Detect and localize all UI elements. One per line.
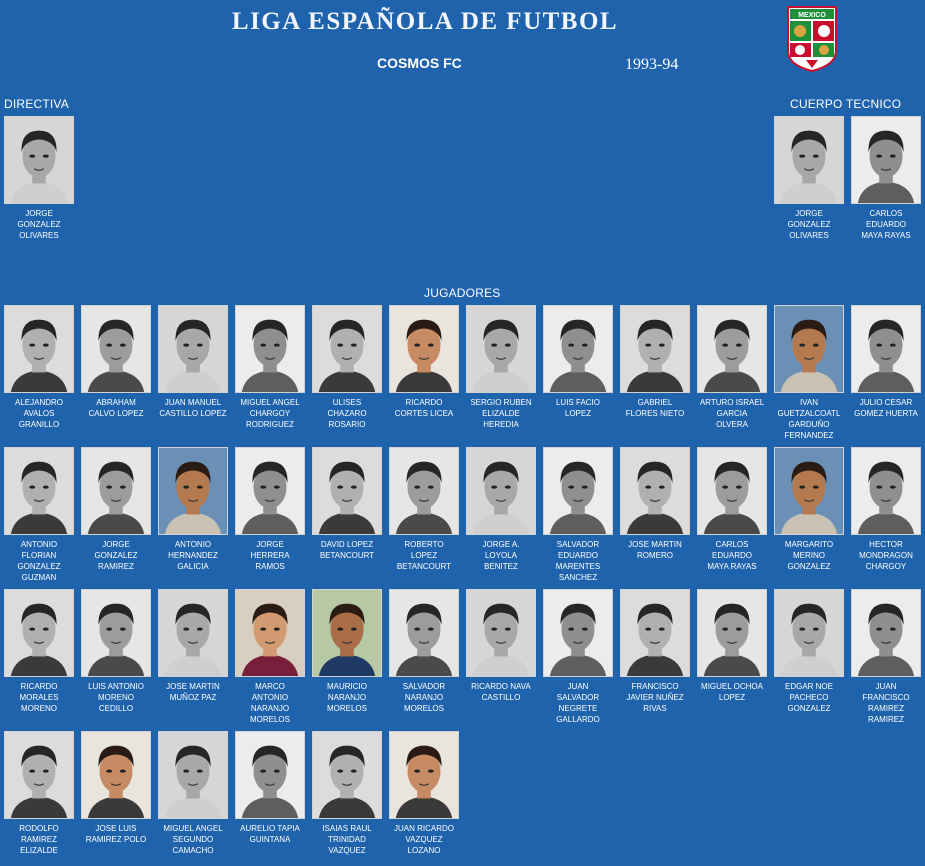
name-line: LOPEZ [718, 693, 746, 702]
mexico-crest-logo [786, 5, 838, 73]
name-line: ISAIAS RAUL [322, 824, 372, 833]
name-line: MORENO [98, 693, 134, 702]
name-line: ROMERO [637, 551, 673, 560]
name-line: TRINIDAD [328, 835, 366, 844]
name-line: ROBERTO [404, 540, 444, 549]
person-name [770, 208, 848, 241]
portrait-photo [158, 589, 228, 677]
person-name [231, 823, 309, 845]
person-name [847, 681, 925, 725]
person-name [385, 823, 463, 856]
name-line: ABRAHAM [96, 398, 136, 407]
name-line: JUAN MANUEL [164, 398, 222, 407]
name-line: SANCHEZ [558, 573, 598, 582]
name-line: ELIZALDE [482, 409, 520, 418]
name-line: ULISES [332, 398, 362, 407]
name-line: CHAZARO [327, 409, 367, 418]
player-card [4, 589, 76, 714]
player-card [774, 447, 846, 572]
portrait-photo [620, 447, 690, 535]
name-line: JORGE [795, 209, 823, 218]
name-line: JUAN [567, 682, 589, 691]
name-line: RAMIREZ [98, 562, 134, 571]
portrait-photo [851, 589, 921, 677]
player-card [543, 447, 615, 583]
name-line: CEDILLO [98, 704, 134, 713]
name-line: ANTONIO [251, 693, 289, 702]
name-line: SALVADOR [556, 540, 600, 549]
name-line: GONZALEZ [17, 562, 61, 571]
portrait-photo [774, 305, 844, 393]
name-line: MORELOS [249, 715, 290, 724]
name-line: FRANCISCO [862, 693, 910, 702]
person-name [231, 539, 309, 572]
name-line: MORELOS [403, 704, 444, 713]
name-line: FLORES NIETO [625, 409, 685, 418]
name-line: JORGE A. [482, 540, 520, 549]
name-line: RICARDO NAVA [471, 682, 531, 691]
player-card [81, 589, 153, 714]
player-card [4, 731, 76, 856]
section-label-jugadores: JUGADORES [424, 286, 501, 300]
person-name [616, 397, 694, 419]
name-line: JOSE LUIS [95, 824, 137, 833]
name-line: CASTILLO LOPEZ [159, 409, 227, 418]
name-line: SEGUNDO [172, 835, 214, 844]
person-name [616, 681, 694, 714]
name-line: CHARGOY [865, 562, 907, 571]
name-line: LUIS ANTONIO [88, 682, 144, 691]
player-card [774, 589, 846, 714]
name-line: GRANILLO [18, 420, 60, 429]
name-line: JOSE MARTIN [628, 540, 682, 549]
name-line: GUZMAN [21, 573, 57, 582]
section-label-directiva: DIRECTIVA [4, 97, 69, 111]
person-name [77, 397, 155, 419]
name-line: MIGUEL OCHOA [701, 682, 763, 691]
person-name [0, 208, 78, 241]
player-card [620, 447, 692, 561]
name-line: EDUARDO [557, 551, 598, 560]
person-name [770, 397, 848, 441]
name-line: MERINO [793, 551, 825, 560]
name-line: OLIVARES [789, 231, 829, 240]
name-line: GABRIEL [637, 398, 673, 407]
portrait-photo [389, 731, 459, 819]
page-title: LIGA ESPAÑOLA DE FUTBOL [231, 8, 619, 35]
portrait-photo [312, 305, 382, 393]
name-line: RODRIGUEZ [246, 420, 294, 429]
directiva-card [4, 116, 76, 241]
player-card [851, 305, 923, 419]
name-line: CHARGOY [249, 409, 291, 418]
player-card [466, 447, 538, 572]
person-name [0, 397, 78, 430]
name-line: VAZQUEZ [405, 835, 443, 844]
name-line: CARLOS [869, 209, 903, 218]
person-name [308, 397, 386, 430]
player-card [543, 589, 615, 725]
portrait-photo [235, 589, 305, 677]
portrait-photo [466, 305, 536, 393]
player-card [466, 305, 538, 430]
name-line: GONZALEZ [17, 220, 61, 229]
name-line: LOZANO [407, 846, 441, 855]
person-name [154, 397, 232, 419]
name-line: GALICIA [177, 562, 209, 571]
person-name [693, 397, 771, 430]
portrait-photo [543, 589, 613, 677]
portrait-photo [466, 589, 536, 677]
player-card [81, 305, 153, 419]
name-line: NARANJO [250, 704, 290, 713]
name-line: JORGE [102, 540, 130, 549]
name-line: PACHECO [789, 693, 829, 702]
portrait-photo [389, 305, 459, 393]
player-card [235, 447, 307, 572]
name-line: IVAN [799, 398, 819, 407]
name-line: RAMIREZ [868, 704, 904, 713]
portrait-photo [158, 731, 228, 819]
name-line: HERNANDEZ [168, 551, 218, 560]
person-name [539, 397, 617, 419]
name-line: AVALOS [23, 409, 55, 418]
player-card [851, 589, 923, 725]
name-line: JUAN RICARDO [393, 824, 454, 833]
name-line: CALVO LOPEZ [88, 409, 144, 418]
name-line: ALEJANDRO [14, 398, 63, 407]
portrait-photo [543, 305, 613, 393]
portrait-photo [389, 589, 459, 677]
name-line: ROSARIO [328, 420, 366, 429]
person-name [154, 823, 232, 856]
name-line: CAMACHO [172, 846, 214, 855]
portrait-photo [4, 305, 74, 393]
player-card [4, 305, 76, 430]
portrait-photo [851, 116, 921, 204]
person-name [462, 397, 540, 430]
portrait-photo [774, 116, 844, 204]
portrait-photo [4, 447, 74, 535]
person-name [308, 681, 386, 714]
name-line: GUETZALCOATL [777, 409, 841, 418]
name-line: EDUARDO [865, 220, 906, 229]
player-card [697, 589, 769, 703]
name-line: MARENTES [555, 562, 601, 571]
portrait-photo [4, 116, 74, 204]
name-line: EDUARDO [711, 551, 752, 560]
portrait-photo [466, 447, 536, 535]
portrait-photo [81, 447, 151, 535]
name-line: GONZALEZ [94, 551, 138, 560]
name-line: AURELIO TAPIA [240, 824, 300, 833]
name-line: CASTILLO [481, 693, 521, 702]
name-line: GOMEZ HUERTA [854, 409, 918, 418]
player-card [774, 305, 846, 441]
portrait-photo [697, 589, 767, 677]
name-line: HEREDIA [483, 420, 519, 429]
name-line: ARTURO ISRAEL [699, 398, 765, 407]
name-line: GARCIA [716, 409, 748, 418]
name-line: RAMIREZ [868, 715, 904, 724]
name-line: RICARDO [20, 682, 58, 691]
portrait-photo [4, 589, 74, 677]
name-line: JULIO CESAR [859, 398, 913, 407]
portrait-photo [543, 447, 613, 535]
name-line: MORELOS [326, 704, 367, 713]
portrait-photo [620, 305, 690, 393]
name-line: GONZALEZ [787, 704, 831, 713]
person-name [77, 823, 155, 845]
person-name [770, 681, 848, 714]
name-line: MIGUEL ANGEL [240, 398, 300, 407]
name-line: CARLOS [715, 540, 749, 549]
person-name [0, 823, 78, 856]
portrait-photo [620, 589, 690, 677]
name-line: MUÑOZ PAZ [169, 693, 217, 702]
portrait-photo [81, 589, 151, 677]
portrait-photo [312, 589, 382, 677]
player-card [158, 731, 230, 856]
name-line: LOPEZ [564, 409, 592, 418]
name-line: RODOLFO [19, 824, 59, 833]
name-line: MORENO [21, 704, 57, 713]
player-card [312, 731, 384, 856]
person-name [0, 539, 78, 583]
player-card [466, 589, 538, 703]
person-name [539, 539, 617, 583]
player-card [4, 447, 76, 583]
name-line: OLIVARES [19, 231, 59, 240]
name-line: RAMIREZ [21, 835, 57, 844]
name-line: HECTOR [869, 540, 903, 549]
person-name [693, 681, 771, 703]
portrait-photo [158, 305, 228, 393]
name-line: LUIS FACIO [555, 398, 600, 407]
name-line: DAVID LOPEZ [320, 540, 374, 549]
player-card [620, 589, 692, 714]
player-card [389, 305, 461, 419]
player-card [158, 589, 230, 703]
name-line: MORALES [19, 693, 59, 702]
player-card [81, 731, 153, 845]
cuerpo-tecnico-card [774, 116, 846, 241]
name-line: VAZQUEZ [328, 846, 366, 855]
name-line: RIVAS [643, 704, 667, 713]
player-card [543, 305, 615, 419]
player-card [235, 589, 307, 725]
portrait-photo [235, 305, 305, 393]
name-line: GUINTANA [249, 835, 291, 844]
person-name [847, 208, 925, 241]
portrait-photo [697, 305, 767, 393]
name-line: NARANJO [327, 693, 367, 702]
person-name [231, 397, 309, 430]
name-line: SERGIO RUBEN [470, 398, 532, 407]
name-line: FRANCISCO [631, 682, 679, 691]
player-card [312, 447, 384, 561]
name-line: JAVIER NUÑEZ [626, 693, 684, 702]
name-line: JUAN [875, 682, 897, 691]
player-card [235, 305, 307, 430]
person-name [847, 397, 925, 419]
portrait-photo [235, 447, 305, 535]
name-line: JORGE [25, 209, 53, 218]
person-name [539, 681, 617, 725]
name-line: MARGARITO [784, 540, 834, 549]
crest-text: MEXICO [798, 12, 826, 19]
person-name [231, 681, 309, 725]
name-line: SALVADOR [402, 682, 446, 691]
name-line: LOPEZ [410, 551, 438, 560]
name-line: GONZALEZ [787, 220, 831, 229]
player-card [158, 305, 230, 419]
person-name [385, 397, 463, 419]
name-line: GONZALEZ [787, 562, 831, 571]
name-line: GALLARDO [556, 715, 600, 724]
portrait-photo [81, 305, 151, 393]
portrait-photo [235, 731, 305, 819]
name-line: FLORIAN [21, 551, 57, 560]
portrait-photo [697, 447, 767, 535]
portrait-photo [312, 731, 382, 819]
person-name [77, 681, 155, 714]
player-card [312, 305, 384, 430]
person-name [616, 539, 694, 561]
cuerpo-tecnico-card [851, 116, 923, 241]
person-name [308, 539, 386, 561]
name-line: ANTONIO [174, 540, 212, 549]
name-line: LOYOLA [484, 551, 517, 560]
portrait-photo [389, 447, 459, 535]
player-card [697, 305, 769, 430]
portrait-photo [774, 589, 844, 677]
person-name [154, 681, 232, 703]
player-card [851, 447, 923, 572]
name-line: MIGUEL ANGEL [163, 824, 223, 833]
name-line: OLVERA [716, 420, 748, 429]
name-line: HERRERA [250, 551, 290, 560]
portrait-photo [4, 731, 74, 819]
name-line: MAYA RAYAS [707, 562, 757, 571]
name-line: BETANCOURT [319, 551, 375, 560]
portrait-photo [312, 447, 382, 535]
name-line: JOSE MARTIN [166, 682, 220, 691]
person-name [693, 539, 771, 572]
name-line: GARDUÑO [788, 420, 830, 429]
name-line: NARANJO [404, 693, 444, 702]
season-label: 1993-94 [625, 56, 679, 73]
name-line: MONDRAGON [859, 551, 913, 560]
name-line: FERNANDEZ [784, 431, 834, 440]
name-line: NEGRETE [558, 704, 598, 713]
person-name [385, 539, 463, 572]
portrait-photo [851, 305, 921, 393]
player-card [697, 447, 769, 572]
portrait-photo [774, 447, 844, 535]
player-card [235, 731, 307, 845]
name-line: RICARDO [405, 398, 443, 407]
portrait-photo [158, 447, 228, 535]
portrait-photo [81, 731, 151, 819]
name-line: BENITEZ [484, 562, 518, 571]
section-label-cuerpo-tecnico: CUERPO TECNICO [790, 97, 902, 111]
player-card [389, 731, 461, 856]
name-line: ELIZALDE [20, 846, 58, 855]
name-line: CORTES LICEA [394, 409, 454, 418]
person-name [0, 681, 78, 714]
person-name [154, 539, 232, 572]
name-line: MARCO [255, 682, 285, 691]
name-line: ANTONIO [20, 540, 58, 549]
name-line: RAMIREZ POLO [85, 835, 147, 844]
player-card [158, 447, 230, 572]
player-card [620, 305, 692, 419]
name-line: MAURICIO [327, 682, 367, 691]
person-name [847, 539, 925, 572]
name-line: JORGE [256, 540, 284, 549]
name-line: RAMOS [255, 562, 285, 571]
name-line: MAYA RAYAS [861, 231, 911, 240]
player-card [389, 447, 461, 572]
team-name: COSMOS FC [377, 55, 462, 71]
person-name [308, 823, 386, 856]
player-card [389, 589, 461, 714]
player-card [312, 589, 384, 714]
player-card [81, 447, 153, 572]
portrait-photo [851, 447, 921, 535]
person-name [770, 539, 848, 572]
person-name [462, 681, 540, 703]
name-line: BETANCOURT [396, 562, 452, 571]
person-name [77, 539, 155, 572]
name-line: EDGAR NOE [784, 682, 833, 691]
person-name [385, 681, 463, 714]
person-name [462, 539, 540, 572]
name-line: SALVADOR [556, 693, 600, 702]
